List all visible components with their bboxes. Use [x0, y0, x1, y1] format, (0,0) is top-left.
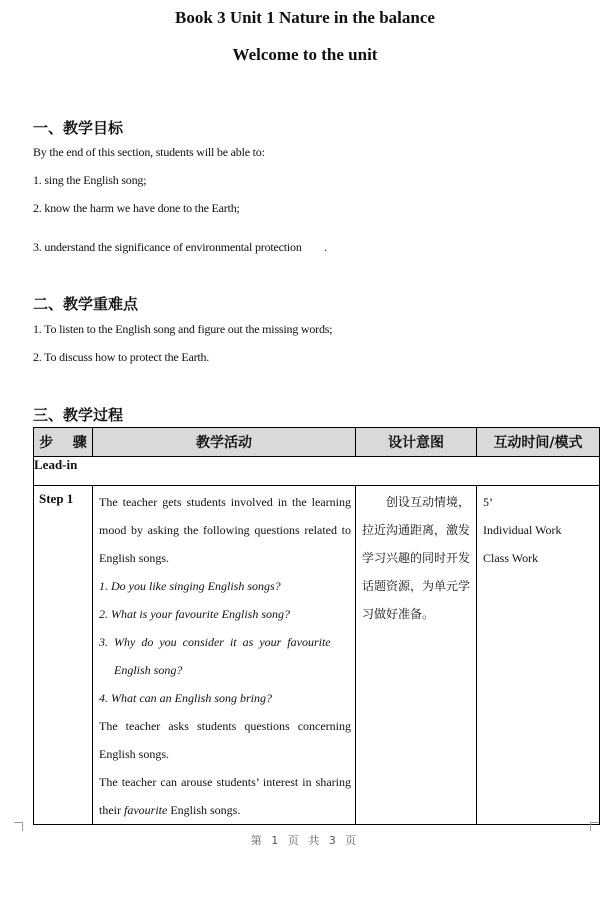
page-corner-mark [590, 822, 599, 831]
question-item-continued: English song? [114, 663, 183, 677]
table-header-row [34, 428, 600, 457]
question-item: 2. What is your favourite English song? [99, 607, 290, 621]
page-footer: 第 1 页 共 3 页 [250, 834, 360, 847]
key-point-item: 2. To discuss how to protect the Earth. [33, 350, 210, 364]
activity-paragraph [99, 768, 351, 824]
mode-item: Individual Work [483, 523, 562, 537]
activity-paragraph: The teacher asks students questions concerning English songs. [99, 719, 351, 761]
activity-intro: The teacher gets students involved in the learning mood by asking the following questions related to English songs. [99, 495, 351, 565]
time-mode-cell [477, 486, 600, 825]
step-label: Step 1 [34, 486, 93, 825]
activity-cell [93, 486, 356, 825]
header-activity: 教学活动 [93, 428, 356, 457]
header-intent: 设计意图 [356, 428, 477, 457]
design-intent-text: 创设互动情境，拉近沟通距离，激发学习兴趣的同时开发话题资源，为单元学习做好准备。 [362, 495, 471, 621]
document-title: Book 3 Unit 1 Nature in the balance [175, 8, 435, 27]
header-time-mode: 互动时间/模式 [477, 428, 600, 457]
objective-item: 2. know the harm we have done to the Earth; [33, 201, 240, 215]
objectives-intro: By the end of this section, students will be able to: [33, 145, 265, 159]
objective-item: 3. understand the significance of environmental protection . [33, 240, 327, 254]
lead-in-label: Lead-in [34, 457, 600, 486]
activity-text: English songs. [167, 803, 241, 817]
design-intent-cell [356, 486, 477, 825]
document-subtitle: Welcome to the unit [232, 45, 378, 64]
section-heading-key-points: 二、教学重难点 [33, 295, 139, 313]
key-point-item: 1. To listen to the English song and figure out the missing words; [33, 322, 333, 336]
section-heading-objectives: 一、教学目标 [33, 119, 124, 137]
activity-text-italic: favourite [124, 803, 168, 817]
table-row [34, 486, 600, 825]
section-heading-process: 三、教学过程 [33, 406, 124, 424]
table-row [34, 457, 600, 486]
question-item: 4. What can an English song bring? [99, 691, 272, 705]
lesson-process-table [33, 427, 600, 825]
question-item: 3. Why do you consider it as your favourite [99, 635, 331, 649]
time-value: 5’ [483, 495, 493, 509]
activity-text: The teacher can arouse students’ interest in sharing their [99, 775, 351, 817]
question-item: 1. Do you like singing English songs? [99, 579, 281, 593]
objective-item: 1. sing the English song; [33, 173, 147, 187]
mode-item: Class Work [483, 551, 539, 565]
page-corner-mark [14, 822, 23, 831]
header-step: 步 骤 [34, 428, 93, 457]
